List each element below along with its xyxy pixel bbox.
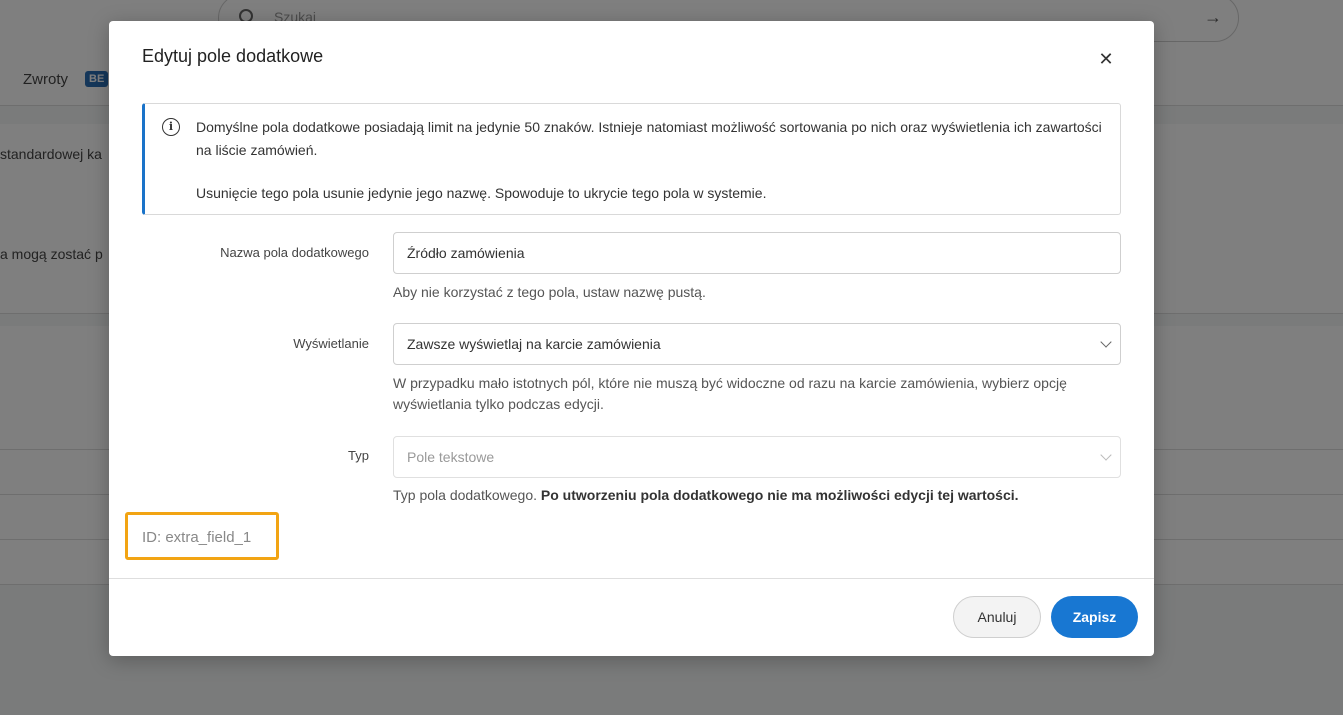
name-field-help: Aby nie korzystać z tego pola, ustaw nazwę pustą. bbox=[393, 284, 706, 300]
edit-extra-field-dialog bbox=[109, 21, 1154, 656]
type-select bbox=[393, 436, 1121, 478]
field-id: ID: extra_field_1 bbox=[142, 529, 252, 546]
modal-title: Edytuj pole dodatkowe bbox=[142, 46, 324, 66]
info-text: Usunięcie tego pola usunie jedynie jego nazwę. Spowoduje to ukrycie tego pola w systemie. bbox=[196, 185, 767, 201]
chevron-down-icon bbox=[1100, 449, 1111, 460]
info-alert bbox=[142, 103, 1121, 215]
type-field-label: Typ bbox=[348, 448, 369, 463]
chevron-down-icon bbox=[1100, 336, 1111, 347]
cancel-button[interactable]: Anuluj bbox=[953, 596, 1041, 638]
display-select-value: Zawsze wyświetlaj na karcie zamówienia bbox=[407, 336, 661, 352]
name-field-input[interactable]: Źródło zamówienia bbox=[393, 232, 1121, 274]
info-icon: i bbox=[162, 118, 180, 136]
display-field-help: W przypadku mało istotnych pól, które nie muszą być widoczne od razu na karcie zamówienia, wybierz opcję wyświetlania tylko podczas edycji. bbox=[393, 375, 1067, 412]
type-select-value: Pole tekstowe bbox=[407, 449, 495, 465]
modal-footer-divider bbox=[109, 578, 1154, 579]
display-select[interactable] bbox=[393, 323, 1121, 365]
type-field-help bbox=[393, 485, 1121, 506]
close-icon[interactable]: ✕ bbox=[1098, 49, 1114, 69]
name-field-label: Nazwa pola dodatkowego bbox=[220, 245, 369, 260]
info-text: Domyślne pola dodatkowe posiadają limit na jedynie 50 znaków. Istnieje natomiast możliwość sortowania po nich oraz wyświetlenia ich zawartości na liście zamówień. bbox=[196, 119, 1102, 158]
field-id-box bbox=[125, 512, 279, 560]
type-help-warning: Po utworzeniu pola dodatkowego nie ma możliwości edycji tej wartości. bbox=[540, 487, 1019, 503]
save-button[interactable]: Zapisz bbox=[1051, 596, 1138, 638]
type-help-text: Typ pola dodatkowego. bbox=[393, 487, 537, 503]
display-field-label: Wyświetlanie bbox=[293, 336, 369, 351]
